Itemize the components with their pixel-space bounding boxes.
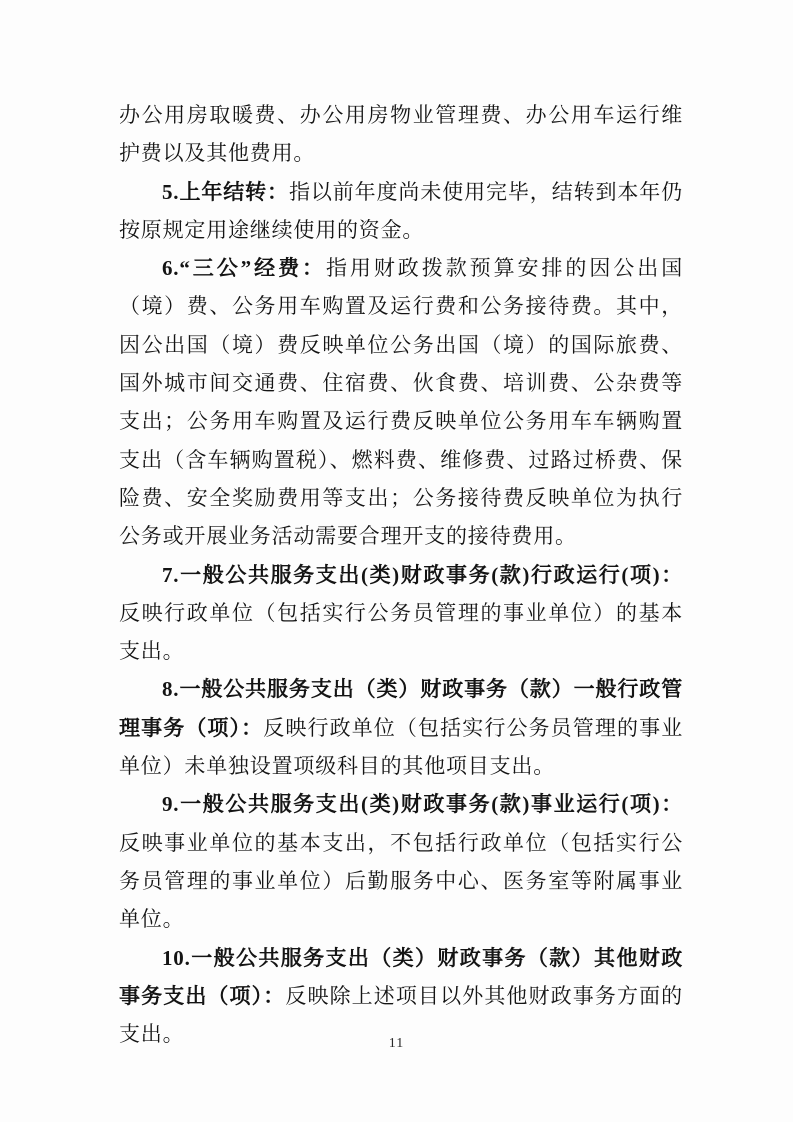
- paragraph-text: 反映事业单位的基本支出，不包括行政单位（包括实行公务员管理的事业单位）后勤服务中心、医务室等附属事业单位。: [119, 830, 683, 932]
- term-label: 9.一般公共服务支出(类)财政事务(款)事业运行(项)：: [162, 792, 683, 817]
- paragraph-text: 反映行政单位（包括实行公务员管理的事业单位）的基本支出。: [119, 600, 683, 664]
- paragraph-term-7: [119, 556, 683, 671]
- paragraph-term-9: [119, 785, 683, 938]
- paragraph-term-8: [119, 670, 683, 785]
- page-number: 11: [388, 1036, 405, 1051]
- term-label: 6.“三公”经费：: [162, 256, 326, 281]
- paragraph-text: 反映行政单位（包括实行公务员管理的事业单位）未单独设置项级科目的其他项目支出。: [119, 715, 683, 779]
- paragraph-text: 反映除上述项目以外其他财政事务方面的支出。: [119, 983, 683, 1047]
- term-label: 7.一般公共服务支出(类)财政事务(款)行政运行(项)：: [162, 562, 683, 587]
- paragraph-text: 指以前年度尚未使用完毕，结转到本年仍按原规定用途继续使用的资金。: [119, 179, 683, 242]
- paragraph-term-5: [119, 173, 683, 250]
- term-label: 5.上年结转：: [162, 179, 289, 204]
- term-label: 10.一般公共服务支出（类）财政事务（款）其他财政事务支出（项）：: [119, 945, 683, 1008]
- paragraph-text: 办公用房取暖费、办公用房物业管理费、办公用车运行维护费以及其他费用。: [119, 103, 683, 166]
- paragraph-carryover: [119, 96, 683, 173]
- paragraph-text: 指用财政拨款预算安排的因公出国（境）费、公务用车购置及运行费和公务接待费。其中，因公出国（境）费反映单位公务出国（境）的国际旅费、国外城市间交通费、住宿费、伙食费、培训费、公杂费等支出；公务用车购置及运行费反映单位公务用车车辆购置支出（含车辆购置税）、燃料费、维修费、过路过桥费、保险费、安全奖励费用等支出；公务接待费反映单位为执行公务或开展业务活动需要合理开支的接待费用。: [119, 256, 683, 549]
- document-body: [119, 96, 683, 1053]
- term-label: 8.一般公共服务支出（类）财政事务（款）一般行政管理事务（项）：: [119, 677, 683, 740]
- page-footer: [0, 1034, 793, 1052]
- paragraph-term-6: [119, 249, 683, 555]
